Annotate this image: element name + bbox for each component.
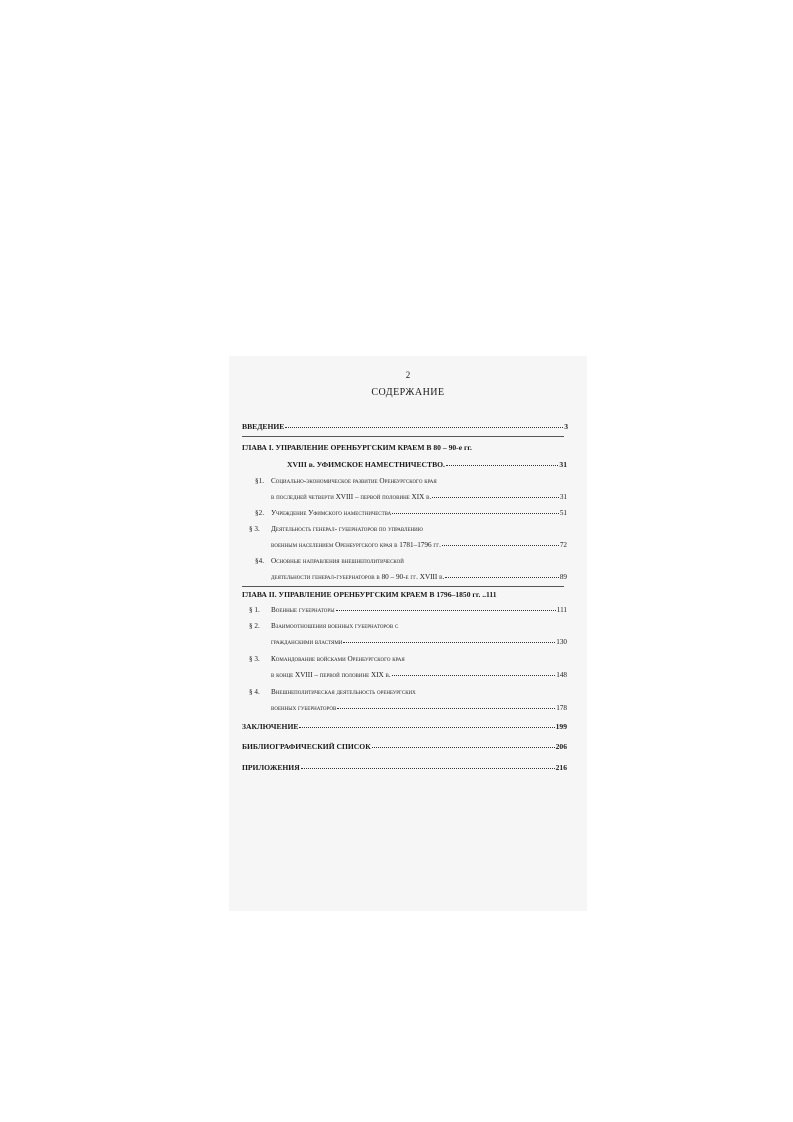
toc-entry-label: в конце XVIII – первой половине XIX в.: [271, 671, 391, 679]
toc-section-1-3-cont[interactable]: [271, 541, 567, 549]
divider: [242, 436, 564, 437]
toc-entry-page: 31: [559, 460, 567, 469]
toc-entry-conclusion[interactable]: [242, 722, 567, 731]
toc-entry-intro[interactable]: [242, 422, 568, 431]
toc-section-1-4[interactable]: [271, 557, 404, 565]
toc-section-1-4-cont[interactable]: [271, 573, 567, 581]
table-of-contents: [229, 356, 587, 911]
toc-entry-page: 3: [564, 422, 568, 431]
toc-entry-page: 72: [559, 541, 567, 549]
toc-entry-label: военным населением Оренбургского края в 1781–1796 гг.: [271, 541, 441, 549]
section-number: §4.: [255, 557, 264, 565]
document-page: [229, 356, 587, 911]
section-number: §1.: [255, 477, 264, 485]
section-number: §2.: [255, 509, 264, 517]
toc-section-2-2[interactable]: [271, 622, 398, 630]
dot-leader: [392, 513, 559, 514]
dot-leader: [372, 747, 555, 748]
dot-leader: [337, 708, 555, 709]
page-number: 2: [405, 370, 411, 380]
toc-section-2-3[interactable]: [271, 655, 405, 663]
toc-section-1-1[interactable]: [271, 477, 437, 485]
dot-leader: [432, 497, 559, 498]
dot-leader: [336, 610, 556, 611]
toc-section-1-2[interactable]: [271, 509, 567, 517]
toc-entry-label: ГЛАВА I. УПРАВЛЕНИЕ ОРЕНБУРГСКИМ КРАЕМ В 80 – 90-е гг.: [242, 443, 472, 452]
toc-chapter-1-subtitle[interactable]: [287, 460, 567, 469]
toc-entry-label: Учреждение Уфимского наместничества: [271, 509, 392, 517]
toc-section-2-4[interactable]: [271, 688, 416, 696]
toc-section-1-1-cont[interactable]: [271, 493, 567, 501]
toc-entry-label: Военные губернаторы: [271, 606, 335, 614]
toc-section-2-3-cont[interactable]: [271, 671, 567, 679]
toc-entry-label: деятельности генерал-губернаторов в 80 – 90-е гг. XVIII в.: [271, 573, 445, 581]
toc-entry-page: 31: [559, 493, 567, 501]
dot-leader: [299, 727, 554, 728]
dot-leader: [285, 427, 563, 428]
divider: [242, 586, 564, 587]
dot-leader: [343, 642, 555, 643]
toc-entry-label: Командование войсками Оренбургского края: [271, 655, 405, 663]
toc-entry-label: ВВЕДЕНИЕ: [242, 422, 285, 431]
toc-entry-bibliography[interactable]: [242, 742, 567, 751]
page-title: СОДЕРЖАНИЕ: [371, 387, 445, 398]
toc-entry-label: БИБЛИОГРАФИЧЕСКИЙ СПИСОК: [242, 742, 371, 751]
toc-entry-page: 111: [486, 590, 497, 599]
toc-section-2-2-cont[interactable]: [271, 638, 567, 646]
dot-leader: [442, 545, 559, 546]
section-number: § 3.: [249, 655, 260, 663]
toc-entry-label: военных губернаторов: [271, 704, 337, 712]
toc-entry-page: 111: [556, 606, 567, 614]
dot-leader: [445, 577, 559, 578]
toc-entry-page: 178: [556, 704, 567, 712]
toc-chapter-2-title[interactable]: [242, 590, 567, 599]
toc-chapter-1-title[interactable]: [242, 443, 472, 452]
section-number: § 3.: [249, 525, 260, 533]
toc-entry-label: Основные направления внешнеполитической: [271, 557, 404, 565]
toc-entry-label: Социально-экономическое развитие Оренбургского края: [271, 477, 437, 485]
toc-section-2-1[interactable]: [271, 606, 567, 614]
toc-entry-label: Взаимоотношения военных губернаторов с: [271, 622, 399, 630]
section-number: § 2.: [249, 622, 260, 630]
toc-entry-page: 216: [555, 763, 567, 772]
toc-entry-label: Внешнеполитическая деятельность оренбургских: [271, 688, 416, 696]
toc-entry-label: в последней четверти XVIII – первой половине XIX в.: [271, 493, 432, 501]
toc-section-1-3[interactable]: [271, 525, 423, 533]
dot-leader: [392, 675, 556, 676]
toc-entry-appendix[interactable]: [242, 763, 567, 772]
section-number: § 4.: [249, 688, 260, 696]
toc-entry-label: ПРИЛОЖЕНИЯ: [242, 763, 300, 772]
dot-leader: [446, 465, 558, 466]
toc-entry-page: 199: [555, 722, 567, 731]
toc-entry-label: гражданскими властями: [271, 638, 343, 646]
section-number: § 1.: [249, 606, 260, 614]
toc-section-2-4-cont[interactable]: [271, 704, 567, 712]
toc-entry-page: 51: [559, 509, 567, 517]
toc-entry-label: XVIII в. УФИМСКОЕ НАМЕСТНИЧЕСТВО.: [287, 460, 445, 469]
toc-entry-page: 148: [556, 671, 567, 679]
toc-entry-page: 130: [556, 638, 567, 646]
toc-entry-page: 89: [559, 573, 567, 581]
toc-entry-label: ЗАКЛЮЧЕНИЕ: [242, 722, 299, 731]
toc-entry-label: Деятельность генерал- губернаторов по управлению: [271, 525, 423, 533]
toc-entry-page: 206: [555, 742, 567, 751]
toc-entry-label: ГЛАВА II. УПРАВЛЕНИЕ ОРЕНБУРГСКИМ КРАЕМ В 1796–1850 гг. ..: [242, 590, 487, 599]
dot-leader: [301, 768, 555, 769]
